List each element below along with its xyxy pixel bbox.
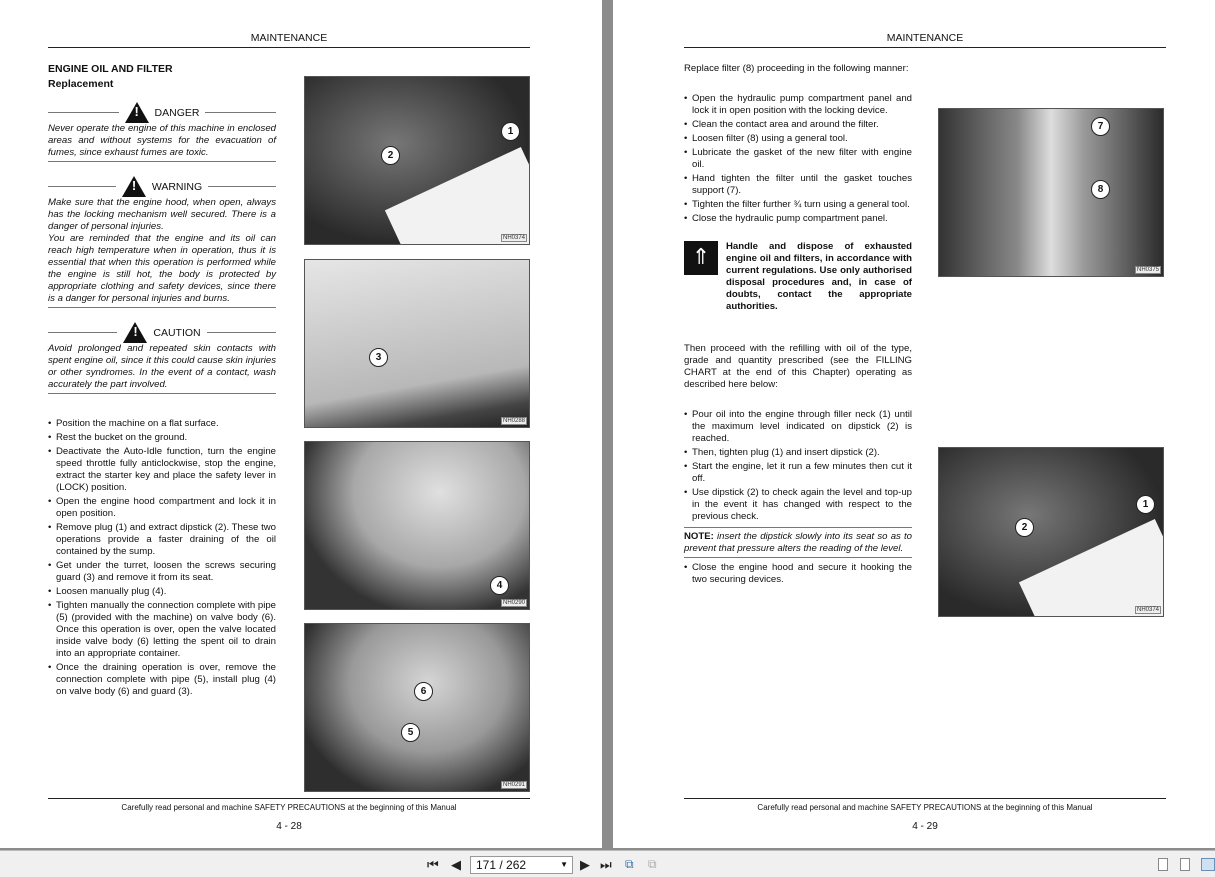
page-header: MAINTENANCE	[250, 32, 328, 44]
first-page-button[interactable]: ⏮	[427, 857, 439, 872]
page-number-input[interactable]	[470, 856, 573, 874]
list-item: • Hand tighten the filter until the gasket touches support (7).	[684, 173, 912, 197]
chevron-down-icon[interactable]: ▼	[560, 860, 568, 869]
single-page-view-icon[interactable]	[1158, 858, 1168, 871]
list-item: • Start the engine, let it run a few minutes then cut it off.	[684, 461, 912, 485]
guard-photo	[304, 259, 530, 428]
list-item: • Open the hydraulic pump compartment panel and lock it in open position with the locking device.	[684, 93, 912, 117]
copy-page-icon[interactable]: ⧉	[625, 857, 634, 871]
footer-divider	[48, 798, 530, 799]
warning-label: WARNING	[151, 180, 203, 193]
left-page	[0, 0, 602, 848]
list-item: • Then, tighten plug (1) and insert dipstick (2).	[684, 447, 912, 459]
page-header: MAINTENANCE	[886, 32, 964, 44]
filter-photo	[938, 108, 1164, 277]
list-item: • Use dipstick (2) to check again the level and top-up in the event it has changed with respect to the previous check.	[684, 487, 912, 523]
section-subtitle: Replacement	[48, 78, 114, 90]
callout: 2	[381, 146, 400, 165]
danger-icon	[125, 102, 149, 123]
callout: 2	[1015, 518, 1034, 537]
footer-text: Carefully read personal and machine SAFETY PRECAUTIONS at the beginning of this Manual	[757, 803, 1093, 812]
callout: 6	[414, 682, 433, 701]
callout: 1	[501, 122, 520, 141]
image-code: NH0374	[1136, 607, 1159, 613]
engine-photo	[304, 76, 530, 245]
list-item: • Tighten the filter further ¾ turn using a general tool.	[684, 199, 912, 211]
next-page-button[interactable]: ▶	[580, 857, 590, 872]
image-code: NH0291	[502, 782, 525, 788]
refill-steps	[684, 409, 912, 523]
procedure-list	[48, 418, 276, 698]
footer-divider	[684, 798, 1166, 799]
callout: 1	[1136, 495, 1155, 514]
image-code: NH0288	[502, 418, 525, 424]
note-label: NOTE:	[684, 531, 714, 542]
sump-photo	[304, 441, 530, 610]
list-item: • Once the draining operation is over, remove the connection complete with pipe (5), install plug (4) on valve body (6) and guard (3).	[48, 662, 276, 698]
warning-icon	[122, 176, 146, 197]
list-item: • Remove plug (1) and extract dipstick (2). These two operations provide a faster draining of the oil contained by the sump.	[48, 522, 276, 558]
copy-disabled-icon[interactable]: ⧉	[648, 857, 657, 871]
engine-photo	[938, 447, 1164, 617]
header-divider	[684, 47, 1166, 48]
caution-icon	[123, 322, 147, 343]
warning-text-1: Make sure that the engine hood, when open, always has the locking mechanism well secured. There is a danger of personal injuries.	[48, 197, 276, 232]
viewer-toolbar	[0, 850, 1215, 877]
list-item: • Open the engine hood compartment and lock it in open position.	[48, 496, 276, 520]
right-page	[613, 0, 1215, 848]
list-item: • Get under the turret, loosen the screws securing guard (3) and remove it from its seat.	[48, 560, 276, 584]
note-text: insert the dipstick slowly into its seat so as to prevent that pressure alters the reading of the level.	[684, 531, 913, 554]
recycle-tree-icon: ⇑	[684, 241, 718, 275]
list-item: • Close the engine hood and secure it hooking the two securing devices.	[684, 562, 912, 586]
footer-text: Carefully read personal and machine SAFETY PRECAUTIONS at the beginning of this Manual	[121, 803, 457, 812]
image-code: NH0290	[502, 600, 525, 606]
page-number: 4 - 29	[912, 821, 938, 832]
list-item: • Close the hydraulic pump compartment panel.	[684, 213, 912, 225]
caution-text: Avoid prolonged and repeated skin contacts with spent engine oil, since it this could cause skin injuries or other syndromes. In the event of a contact, wash accurately the part involved.	[48, 343, 276, 394]
valve-photo	[304, 623, 530, 792]
list-item: • Pour oil into the engine through filler neck (1) until the maximum level indicated on dipstick (2) is reached.	[684, 409, 912, 445]
danger-box	[48, 102, 276, 162]
list-item: • Loosen manually plug (4).	[48, 586, 276, 598]
danger-label: DANGER	[154, 106, 200, 119]
right-text-column	[684, 63, 912, 588]
image-code: NH0374	[502, 235, 525, 241]
refill-intro: Then proceed with the refilling with oil of the type, grade and quantity prescribed (see the FILLING CHART at the end of this Chapter) operating as described here below:	[684, 343, 912, 390]
two-page-view-icon[interactable]	[1201, 858, 1215, 871]
list-item: • Loosen filter (8) using a general tool.	[684, 133, 912, 145]
filter-steps	[684, 93, 912, 225]
eco-note	[684, 241, 912, 313]
caution-box	[48, 322, 276, 394]
image-code: NH0375	[1136, 267, 1159, 273]
warning-text-2: You are reminded that the engine and its oil can reach high temperature when in operation, thus it is essential that when this operation is performed while the engine is still hot, the body is protected by appropriate clothing and safety devices, since there is a danger for personal injuries and burns.	[48, 233, 276, 304]
note	[684, 527, 912, 558]
list-item: • Lubricate the gasket of the new filter with engine oil.	[684, 147, 912, 171]
continuous-view-icon[interactable]	[1180, 858, 1190, 871]
callout: 4	[490, 576, 509, 595]
danger-text: Never operate the engine of this machine in enclosed areas and without systems for the evacuation of fumes, since exhaust fumes are toxic.	[48, 123, 276, 162]
left-text-column	[48, 63, 276, 700]
caution-label: CAUTION	[153, 326, 201, 339]
eco-note-text: Handle and dispose of exhausted engine oil and filters, in accordance with current regulations. Use only authorised disposal procedures and, in case of doubts, contact the appropriate authorities.	[726, 241, 912, 312]
previous-page-button[interactable]: ◀	[451, 857, 461, 872]
callout: 5	[401, 723, 420, 742]
last-page-button[interactable]: ⏭	[600, 857, 612, 872]
page-number: 4 - 28	[276, 821, 302, 832]
header-divider	[48, 47, 530, 48]
intro-text: Replace filter (8) proceeding in the following manner:	[684, 63, 909, 74]
section-title: ENGINE OIL AND FILTER	[48, 63, 173, 75]
warning-box	[48, 176, 276, 308]
list-item: • Deactivate the Auto-Idle function, turn the engine speed throttle fully anticlockwise, stop the engine, extract the starter key and place the safety lever in (LOCK) position.	[48, 446, 276, 494]
list-item: • Clean the contact area and around the filter.	[684, 119, 912, 131]
callout: 8	[1091, 180, 1110, 199]
page-field-value: 171 / 262	[476, 858, 527, 872]
callout: 3	[369, 348, 388, 367]
list-item: • Position the machine on a flat surface.	[48, 418, 276, 430]
callout: 7	[1091, 117, 1110, 136]
list-item: • Tighten manually the connection complete with pipe (5) (provided with the machine) on valve body (6). Once this operation is over, open the valve located inside valve body (6) letting the spent oil to drain into an appropriate container.	[48, 600, 276, 660]
list-item: • Rest the bucket on the ground.	[48, 432, 276, 444]
